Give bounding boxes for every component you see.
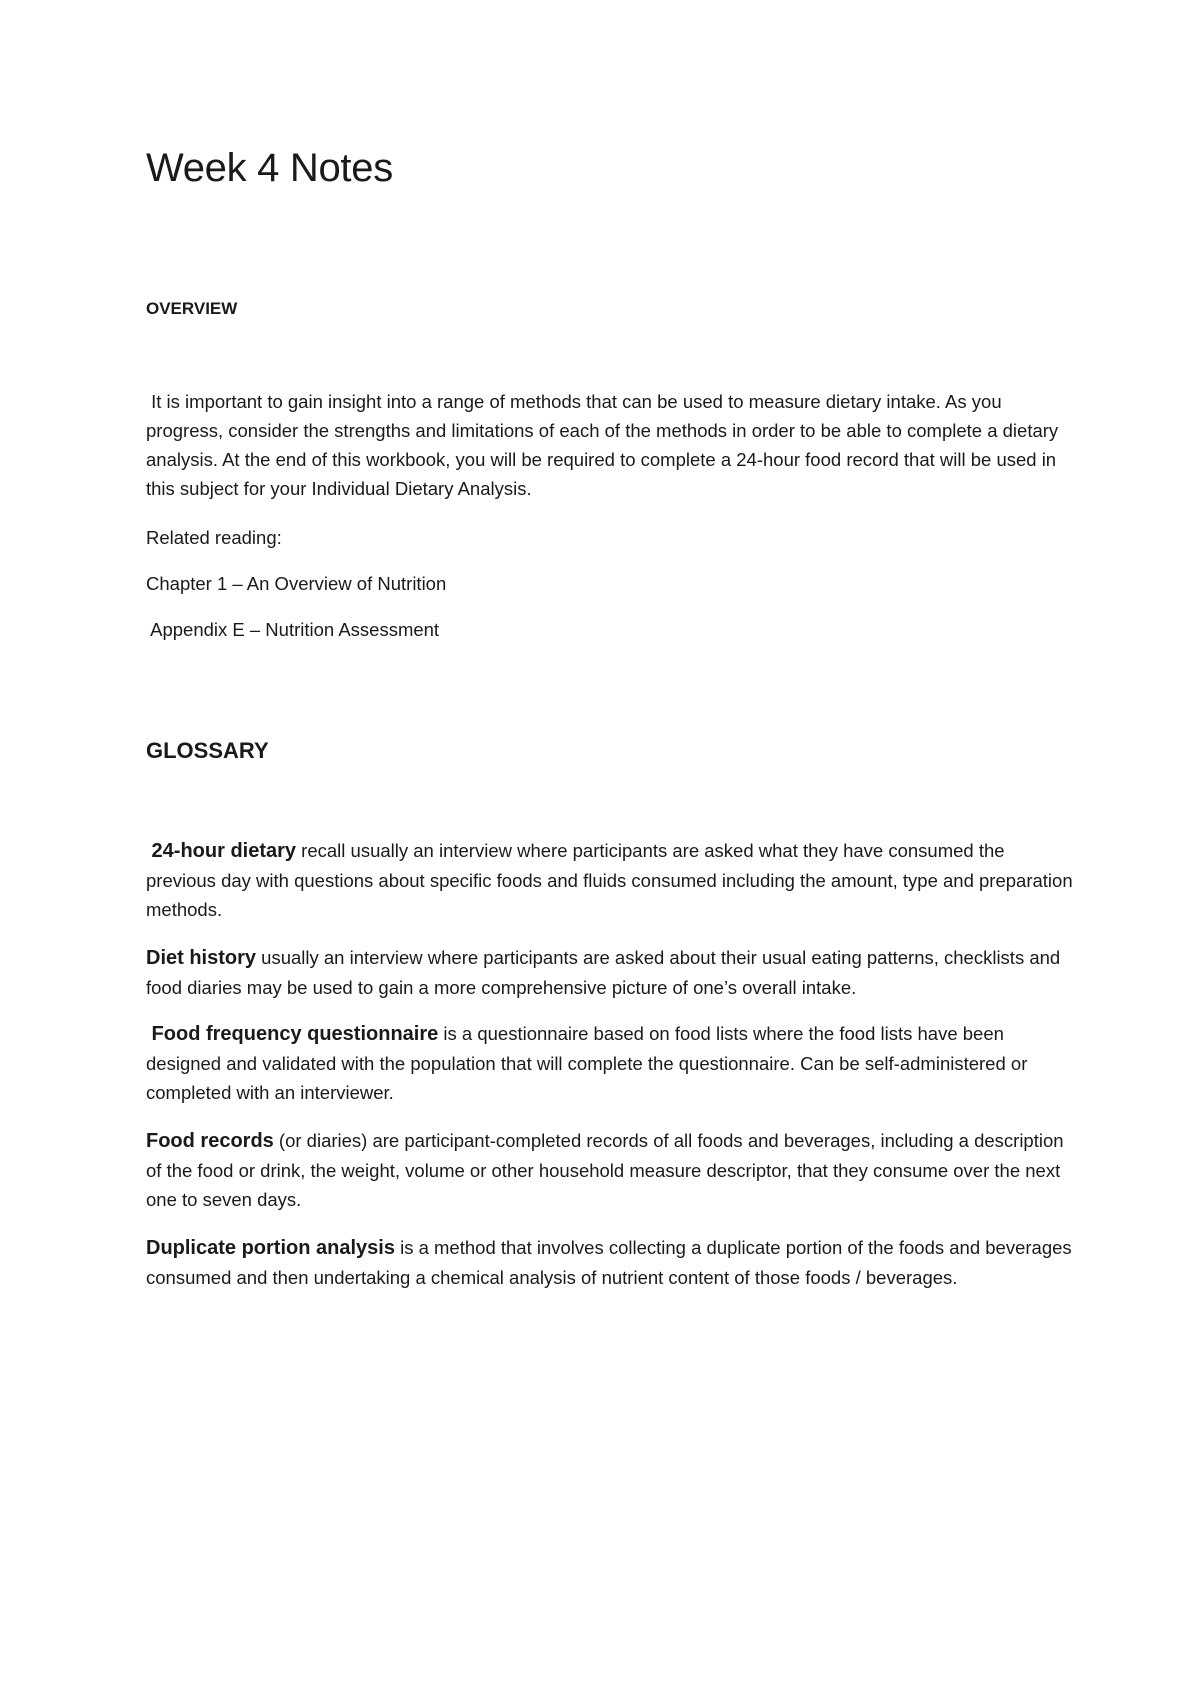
glossary-entry [146, 1126, 1076, 1214]
glossary-definition: recall usually an interview where participants are asked what they have consumed the previous day with questions about specific foods and fluids consumed including the amount, type and preparation methods. [146, 840, 1078, 920]
glossary-entry [146, 1019, 1076, 1107]
glossary-entry [146, 836, 1076, 924]
page-title: Week 4 Notes [146, 146, 393, 190]
glossary-definition: is a questionnaire based on food lists where the food lists have been designed and validated with the population that will complete the questionnaire. Can be self-administered or completed with an interviewer. [146, 1023, 1033, 1103]
glossary-definition: (or diaries) are participant-completed records of all foods and beverages, including a description of the food or drink, the weight, volume or other household measure descriptor, that they consume over the next one to seven days. [146, 1130, 1069, 1210]
glossary-heading: GLOSSARY [146, 738, 269, 763]
glossary-term: Food frequency questionnaire [146, 1023, 439, 1045]
reading-item: Appendix E – Nutrition Assessment [146, 619, 440, 640]
glossary-entry [146, 1233, 1076, 1292]
glossary-definition: usually an interview where participants are asked about their usual eating patterns, checklists and food diaries may be used to gain a more comprehensive picture of one’s overall intake. [146, 947, 1066, 998]
glossary-term: Diet history [146, 947, 257, 969]
glossary-term: Duplicate portion analysis [146, 1237, 395, 1259]
overview-paragraph: It is important to gain insight into a range of methods that can be used to measure dietary intake. As you progress, consider the strengths and limitations of each of the methods in order to be able to complete a dietary analysis. At the end of this workbook, you will be required to complete a 24-hour food record that will be used in this subject for your Individual Dietary Analysis. [146, 391, 1064, 499]
glossary-entry [146, 943, 1076, 1002]
reading-item: Chapter 1 – An Overview of Nutrition [146, 573, 447, 594]
related-reading-label: Related reading: [146, 527, 282, 548]
glossary-term: Food records [146, 1130, 274, 1152]
glossary-term: 24-hour dietary [146, 840, 297, 862]
glossary-definition: is a method that involves collecting a duplicate portion of the foods and beverages consumed and then undertaking a chemical analysis of nutrient content of those foods / beverages. [146, 1237, 1077, 1288]
overview-heading: OVERVIEW [146, 299, 238, 318]
